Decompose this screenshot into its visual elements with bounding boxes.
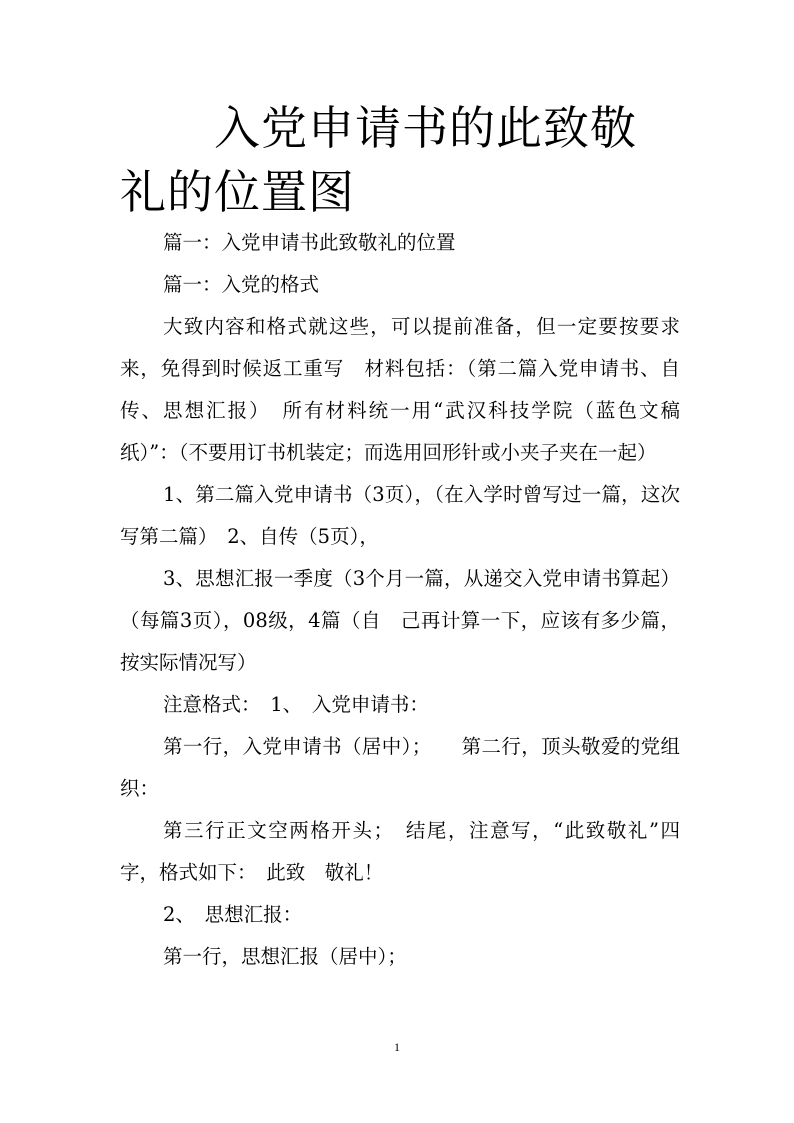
- page-number: 1: [394, 1040, 400, 1054]
- paragraph: 篇一：入党申请书此致敬礼的位置: [163, 231, 456, 254]
- paragraph: 3、思想汇报一季度（3个月一篇，从递交入党申请书算起）（每篇3页），08级，4篇（自 己再计算一下，应该有多少篇，按实际情况写）: [120, 567, 680, 674]
- paragraph: 第一行，思想汇报（居中）；: [163, 945, 407, 968]
- paragraph: 第一行，入党申请书（居中）； 第二行，顶头敬爱的党组织：: [120, 735, 680, 800]
- document-body: [120, 222, 680, 978]
- paragraph: 2、 思想汇报：: [163, 903, 303, 926]
- paragraph: 篇一：入党的格式: [163, 273, 320, 296]
- paragraph: 1、第二篇入党申请书（3页），（在入学时曾写过一篇，这次写第二篇） 2、自传（5页），: [120, 483, 680, 548]
- title-line-1: 入党申请书的此致敬: [214, 101, 637, 155]
- paragraph: 注意格式： 1、 入党申请书：: [163, 693, 429, 716]
- title-line-2: 礼的位置图: [120, 165, 355, 219]
- document-title: [120, 96, 680, 224]
- paragraph: 大致内容和格式就这些，可以提前准备，但一定要按要求来，免得到时候返工重写 材料包括：（第二篇入党申请书、自传、思想汇报） 所有材料统一用“武汉科技学院（蓝色文稿纸）”：（不要用订书机装定；而选用回形针或小夹子夹在一起）: [120, 315, 680, 464]
- paragraph: 第三行正文空两格开头； 结尾，注意写，“此致敬礼”四字，格式如下： 此致 敬礼！: [120, 819, 680, 884]
